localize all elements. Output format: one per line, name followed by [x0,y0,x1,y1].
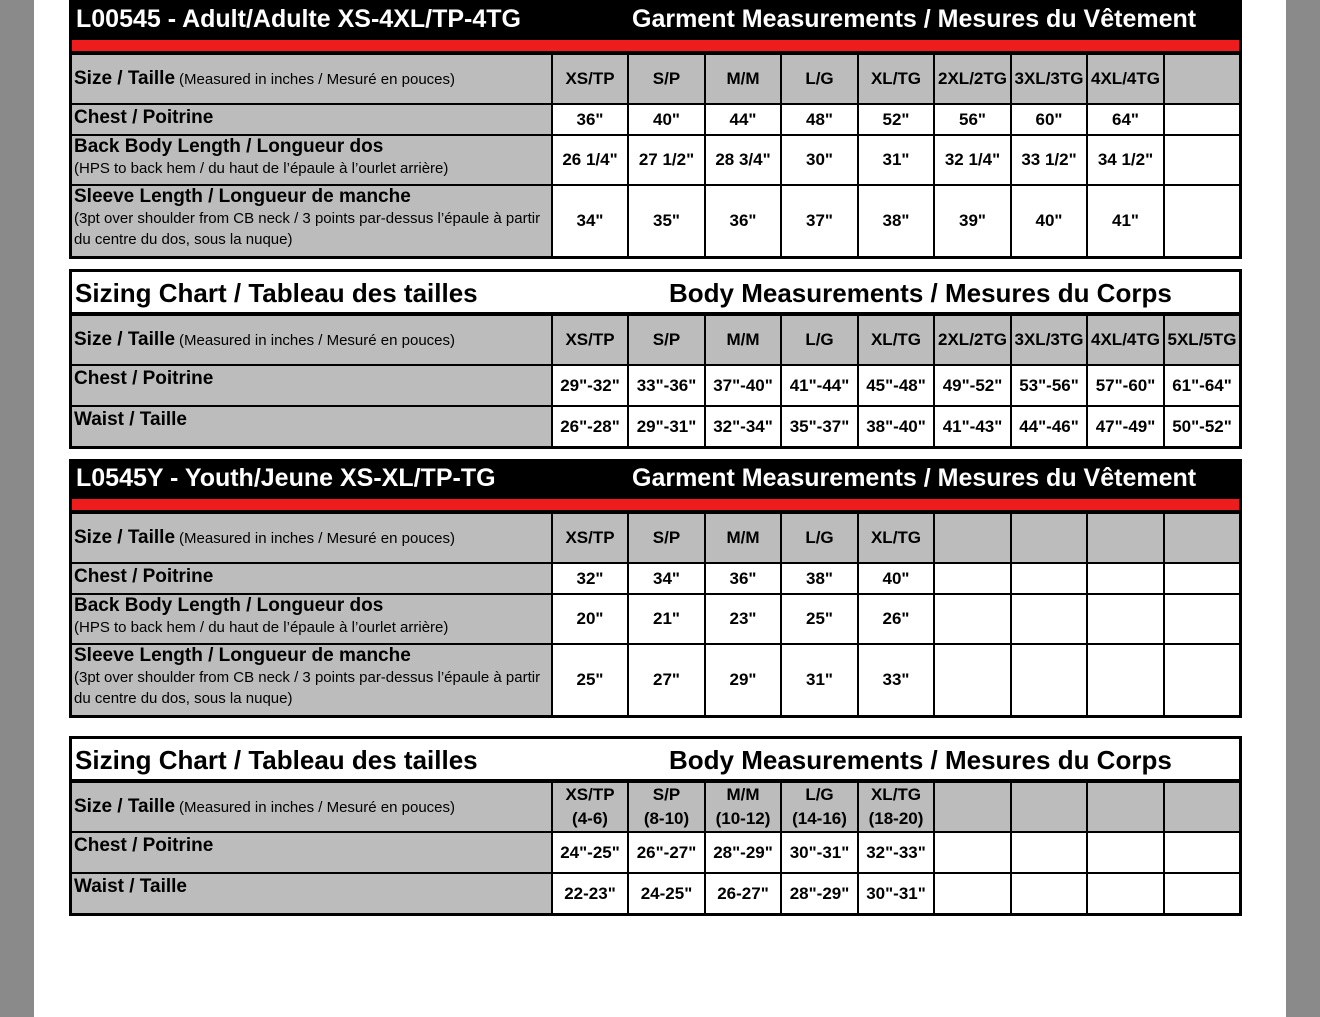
size-header-row [72,54,1239,104]
value-cell: 29" [705,644,781,715]
size-name: S/P [652,785,681,804]
size-name: 2XL/2TG [938,69,1007,88]
value-cell: 38" [858,185,934,256]
value-cell: 38"-40" [858,406,934,446]
value-cell [934,832,1011,873]
table-row [72,594,1239,644]
row-label-cell [72,135,552,185]
size-name: 3XL/3TG [1014,69,1084,88]
value-cell [934,563,1011,594]
value-cell: 32 1/4" [934,135,1011,185]
value-cell: 23" [705,594,781,644]
value-cell: 41"-44" [781,365,858,406]
value-cell: 34" [552,185,628,256]
size-name: 4XL/4TG [1091,69,1160,88]
value-cell [1164,644,1239,715]
youth-garment-grid [72,512,1239,715]
value-cell: 52" [858,104,934,135]
value-cell: 61"-64" [1164,365,1239,406]
value-cell: 40" [858,563,934,594]
youth-body-title: Sizing Chart / Tableau des tailles [75,745,478,775]
row-label-cell [72,185,552,256]
value-cell: 35"-37" [781,406,858,446]
size-range: (18-20) [868,809,924,828]
size-header-cell [858,315,934,365]
value-cell: 41" [1087,185,1164,256]
size-note: (Measured in inches / Mesuré en pouces) [179,799,456,816]
youth-body-table [69,736,1242,916]
size-header-cell [858,782,934,832]
value-cell: 45"-48" [858,365,934,406]
value-cell [1164,135,1239,185]
value-cell: 30"-31" [781,832,858,873]
value-cell: 53"-56" [1011,365,1087,406]
table-row [72,135,1239,185]
table-row [72,406,1239,446]
value-cell [1011,832,1087,873]
value-cell: 56" [934,104,1011,135]
row-label-cell [72,365,552,406]
value-cell: 27 1/2" [628,135,705,185]
size-header-cell [1011,513,1087,563]
value-cell: 34 1/2" [1087,135,1164,185]
value-cell: 28"-29" [781,873,858,913]
value-cell: 36" [705,563,781,594]
value-cell: 48" [781,104,858,135]
size-name: XL/TG [870,330,922,349]
adult-body-grid [72,314,1239,446]
size-header-cell [781,513,858,563]
value-cell: 64" [1087,104,1164,135]
value-cell: 31" [858,135,934,185]
value-cell: 30"-31" [858,873,934,913]
youth-body-subtitle: Body Measurements / Mesures du Corps [669,745,1172,775]
youth-body-grid [72,781,1239,913]
size-header-cell [934,315,1011,365]
value-cell: 35" [628,185,705,256]
row-label: Back Body Length / Longueur dos [74,136,384,157]
value-cell: 39" [934,185,1011,256]
row-label: Waist / Taille [74,876,187,897]
value-cell [1087,644,1164,715]
value-cell: 29"-31" [628,406,705,446]
adult-garment-subtitle: Garment Measurements / Mesures du Vêtement [632,5,1197,33]
value-cell: 20" [552,594,628,644]
size-header-cell [1011,315,1087,365]
size-header-cell [1011,54,1087,104]
value-cell [934,594,1011,644]
value-cell: 24-25" [628,873,705,913]
value-cell: 32" [552,563,628,594]
size-label-cell [72,54,552,104]
size-name: L/G [805,528,834,547]
size-name: L/G [805,69,834,88]
size-name: S/P [652,528,681,547]
value-cell: 28 3/4" [705,135,781,185]
value-cell [1164,104,1239,135]
value-cell: 32"-33" [858,832,934,873]
size-range: (4-6) [572,809,608,828]
table-row [72,563,1239,594]
row-label: Sleeve Length / Longueur de manche [74,645,411,666]
size-label: Size / Taille [74,527,176,548]
size-range: (10-12) [715,809,771,828]
size-name: L/G [805,785,834,804]
size-name: XL/TG [870,785,922,804]
size-name: S/P [652,330,681,349]
youth-garment-table [69,459,1242,718]
row-label: Chest / Poitrine [74,107,214,128]
row-label-cell [72,104,552,135]
size-header-cell [1164,315,1239,365]
adult-garment-grid [72,53,1239,256]
size-header-cell [781,315,858,365]
size-label: Size / Taille [74,796,176,817]
size-header-cell [1087,782,1164,832]
size-header-cell [1087,54,1164,104]
size-name: XL/TG [870,69,922,88]
size-header-row [72,782,1239,832]
value-cell: 32"-34" [705,406,781,446]
row-label: Waist / Taille [74,409,187,430]
row-label-cell [72,832,552,873]
value-cell: 22-23" [552,873,628,913]
value-cell: 26"-27" [628,832,705,873]
size-header-cell [858,513,934,563]
size-header-cell [628,315,705,365]
adult-body-table [69,269,1242,449]
size-header-cell [628,54,705,104]
value-cell [934,644,1011,715]
size-note: (Measured in inches / Mesuré en pouces) [179,530,456,547]
youth-garment-header [72,462,1239,498]
value-cell [1164,185,1239,256]
value-cell: 36" [705,185,781,256]
value-cell [1011,873,1087,913]
value-cell: 29"-32" [552,365,628,406]
size-note: (Measured in inches / Mesuré en pouces) [179,332,456,349]
size-header-row [72,513,1239,563]
adult-garment-header [72,3,1239,39]
table-row [72,185,1239,256]
value-cell: 40" [628,104,705,135]
size-header-cell [781,54,858,104]
value-cell: 50"-52" [1164,406,1239,446]
value-cell: 57"-60" [1087,365,1164,406]
row-label: Chest / Poitrine [74,835,214,856]
value-cell [1087,832,1164,873]
row-label-cell [72,406,552,446]
size-header-cell [705,54,781,104]
size-name: XS/TP [565,528,615,547]
value-cell: 28"-29" [705,832,781,873]
value-cell: 30" [781,135,858,185]
table-row [72,644,1239,715]
value-cell: 31" [781,644,858,715]
value-cell [1011,644,1087,715]
value-cell: 36" [552,104,628,135]
row-label: Chest / Poitrine [74,566,214,587]
value-cell: 26-27" [705,873,781,913]
value-cell: 47"-49" [1087,406,1164,446]
value-cell: 41"-43" [934,406,1011,446]
adult-garment-table [69,0,1242,259]
size-header-cell [1164,54,1239,104]
value-cell: 37"-40" [705,365,781,406]
row-label: Sleeve Length / Longueur de manche [74,186,411,207]
size-label-cell [72,513,552,563]
adult-body-subtitle: Body Measurements / Mesures du Corps [669,278,1172,308]
value-cell: 49"-52" [934,365,1011,406]
value-cell [934,873,1011,913]
size-note: (Measured in inches / Mesuré en pouces) [179,71,456,88]
value-cell: 44" [705,104,781,135]
size-name: XS/TP [565,785,615,804]
size-label: Size / Taille [74,68,176,89]
value-cell: 33"-36" [628,365,705,406]
size-name: XL/TG [870,528,922,547]
size-header-cell [705,782,781,832]
value-cell: 26 1/4" [552,135,628,185]
size-header-cell [934,513,1011,563]
row-label-cell [72,563,552,594]
youth-garment-title: L0545Y - Youth/Jeune XS-XL/TP-TG [76,464,496,492]
size-header-cell [858,54,934,104]
youth-garment-subtitle: Garment Measurements / Mesures du Vêtement [632,464,1197,492]
row-sublabel: (HPS to back hem / du haut de l’épaule à l’ourlet arrière) [74,619,449,636]
table-row [72,365,1239,406]
row-sublabel: (3pt over shoulder from CB neck / 3 points par-dessus l’épaule à partir du centre du dos, sous la nuque) [74,210,541,248]
size-header-cell [552,513,628,563]
row-label-cell [72,873,552,913]
value-cell: 60" [1011,104,1087,135]
red-divider-bar [72,39,1239,53]
value-cell: 37" [781,185,858,256]
row-sublabel: (3pt over shoulder from CB neck / 3 points par-dessus l’épaule à partir du centre du dos, sous la nuque) [74,669,541,707]
size-header-cell [781,782,858,832]
size-name: XS/TP [565,330,615,349]
value-cell [1164,832,1239,873]
size-name: L/G [805,330,834,349]
size-header-cell [552,54,628,104]
value-cell: 24"-25" [552,832,628,873]
size-name: M/M [726,528,760,547]
size-name: S/P [652,69,681,88]
size-header-cell [552,315,628,365]
size-header-cell [628,782,705,832]
adult-body-title: Sizing Chart / Tableau des tailles [75,278,478,308]
size-header-cell [1087,513,1164,563]
value-cell [1087,563,1164,594]
adult-garment-title: L00545 - Adult/Adulte XS-4XL/TP-4TG [76,5,521,33]
size-name: M/M [726,785,760,804]
size-name: M/M [726,330,760,349]
value-cell [1164,594,1239,644]
value-cell [1087,873,1164,913]
value-cell [1011,594,1087,644]
size-label-cell [72,315,552,365]
red-divider-bar [72,498,1239,512]
value-cell [1011,563,1087,594]
size-range: (8-10) [643,809,690,828]
value-cell: 33 1/2" [1011,135,1087,185]
value-cell: 33" [858,644,934,715]
size-label-cell [72,782,552,832]
size-header-cell [552,782,628,832]
table-row [72,873,1239,913]
value-cell: 26"-28" [552,406,628,446]
size-header-cell [1087,315,1164,365]
adult-body-header [72,272,1239,314]
size-header-cell [934,782,1011,832]
value-cell: 25" [552,644,628,715]
value-cell: 44"-46" [1011,406,1087,446]
value-cell: 25" [781,594,858,644]
value-cell: 34" [628,563,705,594]
row-label-cell [72,644,552,715]
size-header-cell [705,315,781,365]
size-name: XS/TP [565,69,615,88]
size-name: 5XL/5TG [1167,330,1237,349]
size-header-cell [705,513,781,563]
size-name: M/M [726,69,760,88]
size-header-row [72,315,1239,365]
size-header-cell [934,54,1011,104]
table-row [72,832,1239,873]
value-cell: 21" [628,594,705,644]
row-sublabel: (HPS to back hem / du haut de l’épaule à l’ourlet arrière) [74,160,449,177]
value-cell: 26" [858,594,934,644]
value-cell [1164,873,1239,913]
row-label: Back Body Length / Longueur dos [74,595,384,616]
size-name: 4XL/4TG [1091,330,1160,349]
size-header-cell [628,513,705,563]
size-name: 2XL/2TG [938,330,1007,349]
size-label: Size / Taille [74,329,176,350]
size-header-cell [1164,513,1239,563]
row-label-cell [72,594,552,644]
size-name: 3XL/3TG [1014,330,1084,349]
row-label: Chest / Poitrine [74,368,214,389]
size-range: (14-16) [792,809,847,828]
value-cell: 38" [781,563,858,594]
value-cell [1164,563,1239,594]
size-header-cell [1164,782,1239,832]
size-header-cell [1011,782,1087,832]
value-cell: 27" [628,644,705,715]
table-row [72,104,1239,135]
value-cell: 40" [1011,185,1087,256]
value-cell [1087,594,1164,644]
youth-body-header [72,739,1239,781]
